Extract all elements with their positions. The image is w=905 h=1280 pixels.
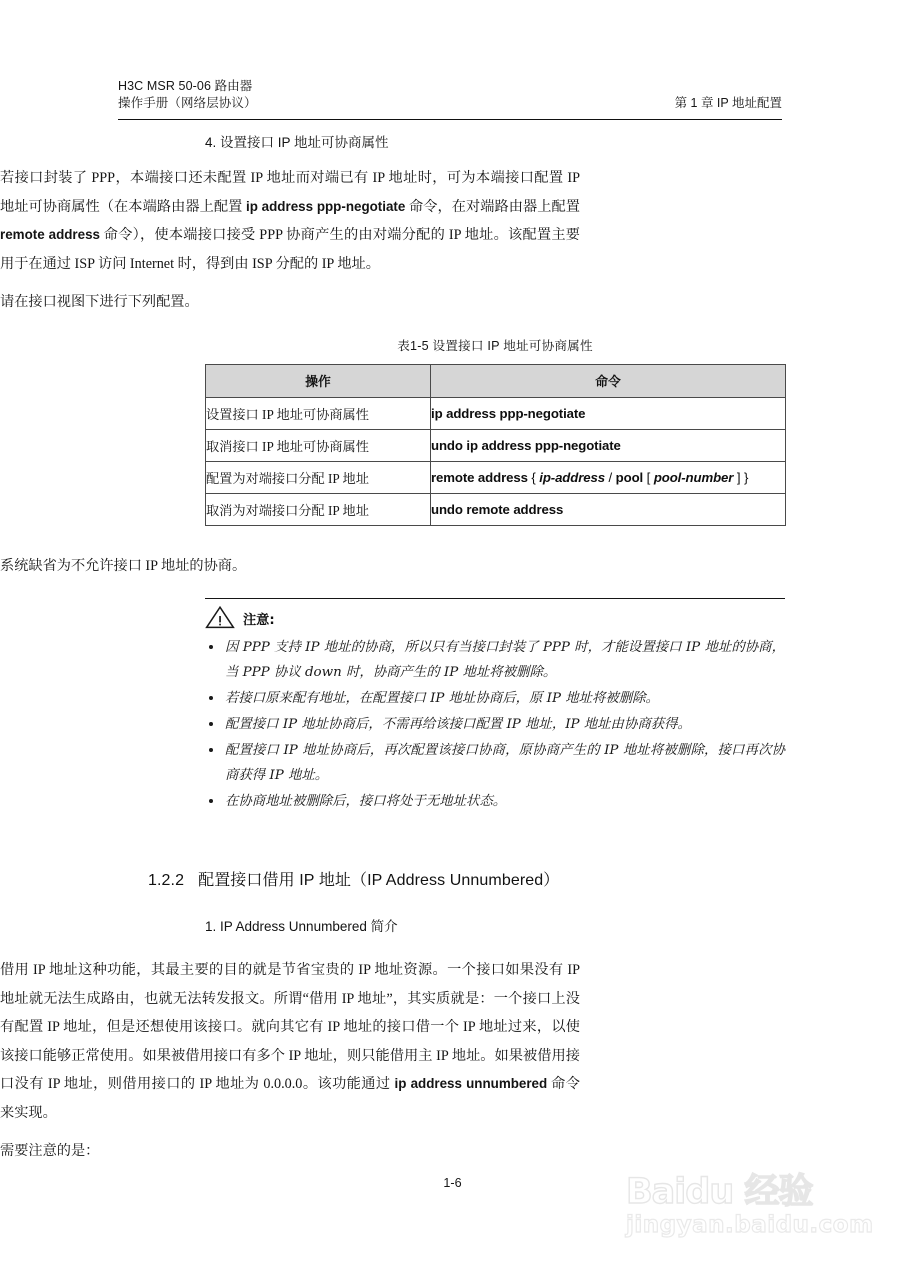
heading-1-unnumbered-intro: 1. IP Address Unnumbered 简介 [205,919,398,934]
table-cell-command [431,397,786,429]
header-product-line: H3C MSR 50-06 路由器 [118,79,253,93]
caution-header [205,599,905,629]
table-row [206,429,786,461]
table-cell-operation: 设置接口 IP 地址可协商属性 [206,397,431,429]
command-token: { [527,469,540,485]
caution-list-item: 在协商地址被删除后，接口将处于无地址状态。 [205,789,785,814]
command-table [205,364,786,526]
table-row [206,461,786,493]
command-token: [ [643,469,654,485]
unnumbered-text-pre: 借用 IP 地址这种功能，其最主要的目的就是节省宝贵的 IP 地址资源。一个接口如果没有 IP 地址就无法生成路由，也就无法转发报文。所谓“借用 IP 地址”，其实质就是：一个接口上没有配置 IP 地址，但是还想使用该接口。就向其它有 IP 地址的接口借一个 IP 地址过来，以使该接口能够正常使用。如果被借用接口有多个 IP 地址，则只能借用主 IP 地址。如果被借用接口没有 IP 地址，则借用接口的 IP 地址为 0.0.0.0。该功能通过 [0,962,580,1092]
command-token: ] } [733,469,749,485]
caution-list-item: 因 PPP 支持 IP 地址的协商，所以只有当接口封装了 PPP 时，才能设置接口 IP 地址的协商，当 PPP 协议 down 时，协商产生的 IP 地址将被删除。 [205,635,785,685]
table-cell-operation: 取消接口 IP 地址可协商属性 [206,429,431,461]
watermark-brand-line: Baidu 经验 [626,1172,813,1212]
paragraph-ppp-negotiate-intro [0,164,580,278]
paragraph-attention-lead-in: 需要注意的是： [0,1143,100,1159]
unnumbered-text-post: 命令来实现。 [0,1076,580,1121]
command-token: pool [615,469,644,485]
header-divider [118,119,782,120]
heading-4-set-negotiable: 4. 设置接口 IP 地址可协商属性 [205,135,389,150]
page-footer [0,1176,905,1190]
command-token: remote address [431,469,528,485]
table-header-row [206,364,786,397]
para-text-post: 命令），使本端接口接受 PPP 协商产生的由对端分配的 IP 地址。该配置主要用于在通过 ISP 访问 Internet 时，得到由 ISP 分配的 IP 地址。 [0,227,580,272]
watermark-url-line: jingyan.baidu.com [626,1212,874,1238]
caution-list-item: 配置接口 IP 地址协商后，不需再给该接口配置 IP 地址，IP 地址由协商获得。 [205,712,785,737]
section-heading-1-2-2 [148,867,905,890]
command-token: ip address ppp-negotiate [431,405,586,421]
page-header [118,78,782,112]
command-token: / [604,469,616,485]
header-left-block [118,78,257,112]
para-text-pre: 若接口封装了 PPP，本端接口还未配置 IP 地址而对端已有 IP 地址时，可为本端接口配置 IP 地址可协商属性（在本端路由器上配置 [0,170,580,215]
table-cell-operation: 取消为对端接口分配 IP 地址 [206,493,431,525]
command-token: undo remote address [431,501,564,517]
table-cell-operation: 配置为对端接口分配 IP 地址 [206,461,431,493]
page-content [0,132,905,1166]
warning-triangle-icon [205,605,235,629]
caution-title: 注意: [243,613,275,628]
table-row [206,493,786,525]
inline-command-ip-address-unnumbered: ip address unnumbered [394,1076,548,1091]
caution-list-item: 若接口原来配有地址，在配置接口 IP 地址协商后，原 IP 地址将被删除。 [205,686,785,711]
table-cell-command [431,493,786,525]
command-token: pool-number [653,469,734,485]
inline-command-ip-address-ppp-negotiate: ip address ppp-negotiate [245,198,406,214]
page-number: 1-6 [443,1176,462,1190]
table-cell-command [431,461,786,493]
header-chapter-label: 第 1 章 IP 地址配置 [674,96,782,110]
section-number: 1.2.2 [148,872,185,889]
section-title: 配置接口借用 IP 地址（IP Address Unnumbered） [198,872,560,889]
paragraph-unnumbered-description [0,956,580,1127]
table-body [206,397,786,525]
table-cell-command [431,429,786,461]
table-header-operation: 操作 [206,364,431,397]
table-caption: 表1-5 设置接口 IP 地址可协商属性 [397,338,593,353]
inline-command-remote-address: remote address [0,227,100,242]
table-header-command: 命令 [431,364,786,397]
header-manual-line: 操作手册（网络层协议） [118,96,257,110]
paragraph-default-behavior: 系统缺省为不允许接口 IP 地址的协商。 [0,557,247,574]
command-token: undo ip address ppp-negotiate [431,437,621,453]
paragraph-interface-view-note: 请在接口视图下进行下列配置。 [0,294,199,310]
caution-list-item: 配置接口 IP 地址协商后，再次配置该接口协商，原协商产生的 IP 地址将被删除，接口再次协商获得 IP 地址。 [205,738,785,788]
table-row [206,397,786,429]
command-token: ip-address [539,469,605,485]
para-text-mid: 命令，在对端路由器上配置 [405,198,580,215]
caution-list [205,635,785,814]
